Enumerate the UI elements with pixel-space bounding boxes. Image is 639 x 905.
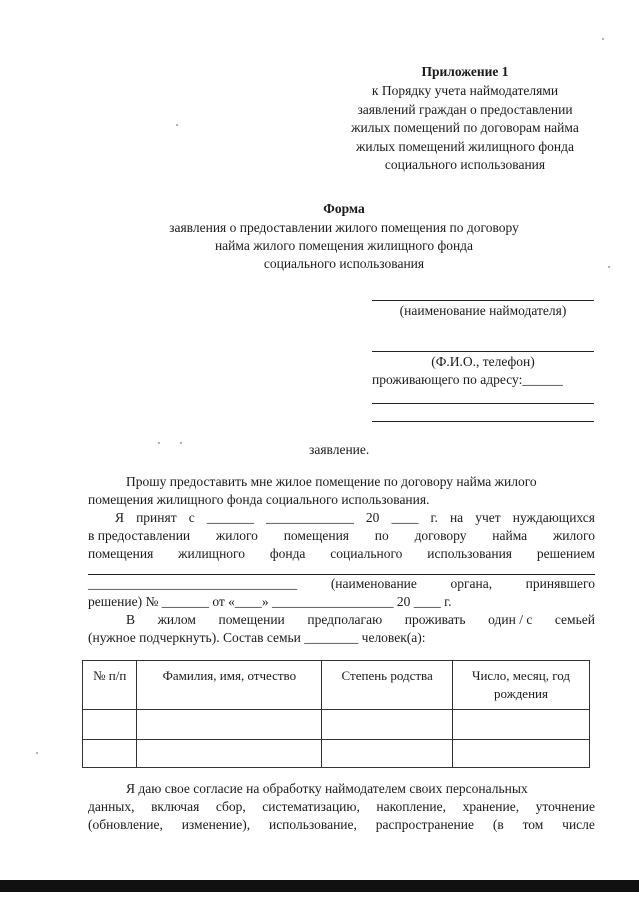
table-cell [453,740,590,768]
table-cell [322,740,453,768]
appendix-line: социального использования [384,157,546,172]
family-table [82,660,590,768]
landlord-name-line [372,300,594,301]
statement-heading: заявление. [309,442,370,457]
word: уточнение [535,799,595,814]
word: социального [330,546,403,561]
landlord-caption: (наименование наймодателя) [399,303,567,318]
word: накопление, [376,799,447,814]
table-cell [137,710,322,740]
table-cell [453,710,590,740]
word: по [374,528,389,543]
word: использование, [268,817,357,832]
word: предполагаю [307,612,383,627]
address-label: проживающего по адресу:______ [372,372,563,387]
table-header-cell: Фамилия, имя, отчество [137,661,322,710]
appendix-line: жилых помещений по договорам найма [351,120,579,135]
word: в предоставлении [88,528,191,543]
table-row [83,740,590,768]
form-subtitle-line: найма жилого помещения жилищного фонда [214,238,474,253]
word: жилом [157,612,196,627]
form-subtitle [104,219,584,273]
table-header-cell: Степень родства [322,661,453,710]
body-line-justified [88,546,595,562]
word: с [188,510,195,525]
word: ____ [391,510,419,525]
body-line: Я даю свое согласие на обработку наймодателем своих персональных [126,781,528,796]
address-line-2 [372,421,594,422]
word: решением [536,546,595,561]
word: учет [475,510,501,525]
table-cell [322,710,453,740]
word: принят [136,510,177,525]
word: том [522,817,544,832]
word: (наименование [330,576,417,591]
word: помещении [218,612,285,627]
word: фонда [269,546,306,561]
word: один / с [488,612,533,627]
form-title: Форма [323,201,365,216]
scan-speck [608,266,610,268]
body-line: помещения жилищного фонда социального использования. [88,492,430,507]
word: на [449,510,464,525]
appendix-line: жилых помещений жилищного фонда [356,138,574,154]
word: договору [414,528,467,543]
word: хранение, [462,799,520,814]
body-line-justified [88,799,595,815]
body-line-justified [126,612,595,628]
word: (в [492,817,504,832]
applicant-caption: (Ф.И.О., телефон) [431,354,535,369]
word: семьей [554,612,595,627]
word: распространение [375,817,474,832]
scan-speck [176,124,178,126]
word: проживать [404,612,466,627]
table-row [83,710,590,740]
appendix-title: Приложение 1 [421,64,509,79]
table-cell [83,710,137,740]
word: помещения [88,546,154,561]
word: жилого [552,528,595,543]
word: использования [427,546,513,561]
word: 20 [365,510,380,525]
scan-edge-bar [0,880,639,892]
scan-speck [36,752,38,754]
appendix-line: заявлений граждан о предоставлении [357,101,573,117]
word: числе [562,817,595,832]
form-subtitle-line: заявления о предоставлении жилого помещения по договору [169,220,519,235]
word: В [126,612,136,627]
word: помещения [283,528,350,543]
word: _______ [206,510,254,525]
word: нуждающихся [512,510,595,525]
appendix-subtitle [340,82,590,175]
body-line: (нужное подчеркнуть). Состав семьи ________ человек(а): [88,630,426,645]
word: г. [430,510,438,525]
body-line: решение) № _______ от «____» __________________ 20 ____ г. [88,594,452,609]
word: жилищного [178,546,245,561]
word: включая [151,799,200,814]
body-line-justified [88,817,595,833]
address-line-1 [372,403,594,404]
table-header-cell: Число, месяц, год рождения [453,661,590,710]
word: _____________ [266,510,354,525]
body-line-justified [115,510,595,526]
body-line-justified [88,528,595,544]
table-cell [83,740,137,768]
word: найма [492,528,528,543]
scan-speck [180,442,182,444]
word: органа, [450,576,493,591]
word: Я [115,510,125,525]
body-line-justified [88,576,595,592]
table-header-row [83,661,590,710]
applicant-name-line [372,351,594,352]
appendix-line: к Порядку учета наймодателями [371,83,559,98]
scan-speck [602,38,604,40]
word: систематизацию, [262,799,360,814]
word: изменение), [181,817,251,832]
word: жилого [215,528,258,543]
body-line: Прошу предоставить мне жилое помещение по договору найма жилого [126,474,537,489]
word: данных, [88,799,135,814]
table-header-cell: № п/п [83,661,137,710]
word: принявшего [525,576,595,591]
word: сбор, [215,799,246,814]
form-subtitle-line: социального использования [263,256,425,271]
word: (обновление, [88,817,163,832]
table-cell [137,740,322,768]
scan-speck [158,442,160,444]
word: _______________________________ [88,576,298,591]
decision-org-line [88,574,595,575]
